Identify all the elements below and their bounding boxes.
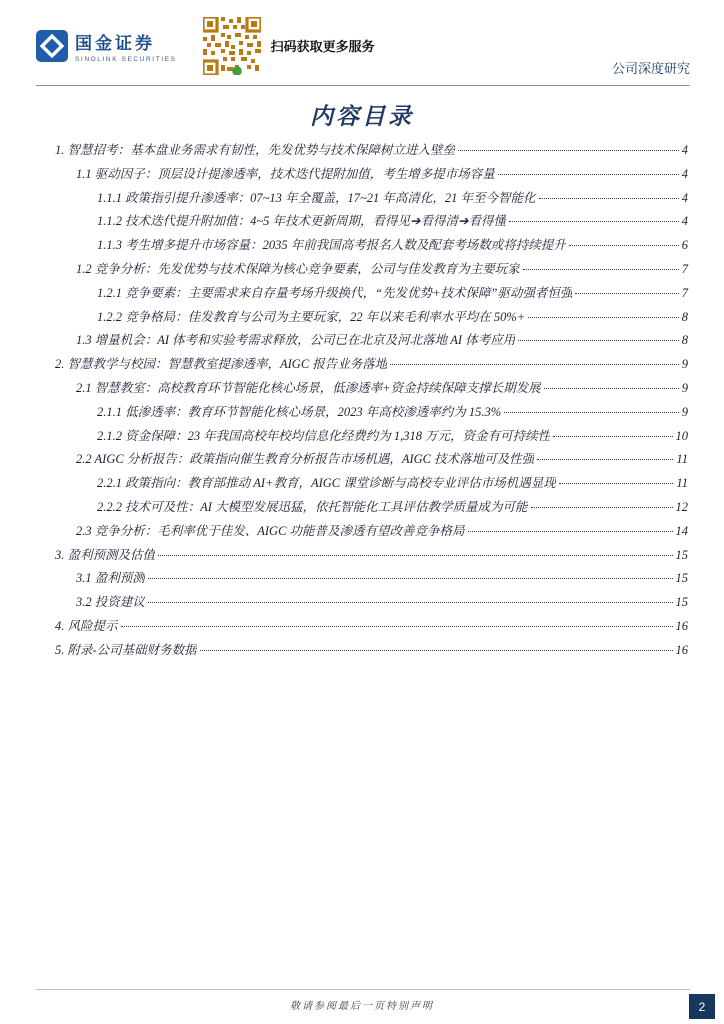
sinolink-logo (36, 29, 177, 63)
toc-entry[interactable] (55, 330, 688, 354)
toc-entry[interactable] (55, 497, 688, 521)
toc-leader-dots (559, 483, 674, 484)
toc-entry[interactable] (55, 188, 688, 212)
toc-entry[interactable] (55, 521, 688, 545)
toc-leader-dots (458, 150, 679, 151)
toc-leader-dots (537, 459, 673, 460)
toc-entry-page: 6 (681, 238, 688, 253)
toc-entry-text: 1.1.3 考生增多提升市场容量：2035 年前我国高考报名人数及配套考场数或将持续提升 (97, 238, 566, 253)
toc-entry-page: 4 (681, 166, 688, 181)
toc-leader-dots (148, 602, 673, 603)
toc-leader-dots (148, 578, 673, 579)
toc-entry[interactable] (55, 402, 688, 426)
toc-leader-dots (575, 293, 678, 294)
logo-text (75, 29, 177, 63)
toc-entry-text: 2.1 智慧教室：高校教育环节智能化核心场景，低渗透率+资金持续保障支撑长期发展 (76, 380, 541, 395)
toc-entry-page: 7 (681, 285, 688, 300)
toc-entry-page: 9 (681, 404, 688, 419)
toc-entry-page: 16 (675, 618, 688, 633)
toc-entry-text: 3. 盈利预测及估值 (55, 547, 156, 562)
toc-leader-dots (528, 317, 679, 318)
toc-entry[interactable] (55, 640, 688, 664)
sinolink-logo-icon (36, 30, 68, 62)
toc-entry-text: 1.2 竞争分析：先发优势与技术保障为核心竞争要素，公司与佳发教育为主要玩家 (76, 261, 520, 276)
toc-leader-dots (553, 436, 672, 437)
toc-entry[interactable] (55, 283, 688, 307)
toc-entry[interactable] (55, 449, 688, 473)
toc-entry[interactable] (55, 259, 688, 283)
toc-leader-dots (390, 364, 678, 365)
toc-leader-dots (468, 531, 673, 532)
toc-entry-page: 10 (675, 428, 688, 443)
toc-entry-page: 15 (675, 595, 688, 610)
toc-entry-page: 12 (675, 499, 688, 514)
toc-entry-text: 3.2 投资建议 (76, 595, 145, 610)
toc-entry-page: 16 (675, 642, 688, 657)
toc-leader-dots (504, 412, 679, 413)
toc-entry[interactable] (55, 235, 688, 259)
toc-leader-dots (569, 245, 679, 246)
footer-disclaimer: 敬请参阅最后一页特别声明 (290, 1001, 434, 1012)
page-number: 2 (689, 994, 715, 1019)
toc-entry[interactable] (55, 164, 688, 188)
toc-entry-page: 9 (681, 357, 688, 372)
toc-entry[interactable] (55, 616, 688, 640)
toc-leader-dots (121, 626, 673, 627)
toc-leader-dots (523, 269, 679, 270)
toc-entry-page: 9 (681, 380, 688, 395)
toc-entry[interactable] (55, 592, 688, 616)
toc-entry[interactable] (55, 140, 688, 164)
logo-company-name: 国金证券 (75, 33, 155, 53)
toc-entry[interactable] (55, 473, 688, 497)
toc-entry-text: 2.1.2 资金保障：23 年我国高校年校均信息化经费约为 1,318 万元，资金有可持续性 (97, 428, 551, 443)
toc-entry-text: 1. 智慧招考：基本盘业务需求有韧性，先发优势与技术保障树立进入壁垒 (55, 143, 456, 157)
toc-entry-text: 2.3 竞争分析：毛利率优于佳发、AIGC 功能普及渗透有望改善竞争格局 (76, 523, 465, 538)
toc-entry[interactable] (55, 211, 688, 235)
toc-entry-page: 4 (681, 190, 688, 205)
toc-entry-text: 1.3 增量机会：AI 体考和实验考需求释放，公司已在北京及河北落地 AI 体考应用 (76, 333, 516, 348)
toc-entry-page: 8 (681, 333, 688, 348)
toc-entry-page: 8 (681, 309, 688, 324)
toc-entry-page: 15 (675, 547, 688, 562)
toc-entry-text: 2.1.1 低渗透率：教育环节智能化核心场景，2023 年高校渗透率约为 15.3% (97, 404, 502, 419)
toc-leader-dots (509, 221, 679, 222)
toc-entry-page: 4 (681, 143, 688, 157)
toc-leader-dots (539, 198, 679, 199)
toc-entry-page: 11 (676, 452, 688, 467)
footer-divider (36, 989, 690, 990)
toc-entry-text: 2.2.2 技术可及性：AI 大模型发展迅猛，依托智能化工具评估教学质量成为可能 (97, 499, 528, 514)
logo-company-name-en: SINOLINK SECURITIES (75, 55, 177, 63)
qr-group (203, 17, 375, 75)
header-left (36, 11, 375, 75)
toc-leader-dots (531, 507, 673, 508)
toc-entry-page: 7 (681, 261, 688, 276)
toc-entry-text: 1.2.1 竞争要素：主要需求来自存量考场升级换代，“先发优势+技术保障”驱动强者恒强 (97, 285, 573, 300)
toc-leader-dots (544, 388, 679, 389)
toc-entry-text: 5. 附录-公司基础财务数据 (55, 642, 197, 657)
toc-entry-page: 14 (675, 523, 688, 538)
page-header (36, 0, 690, 86)
toc-entry-text: 1.1.2 技术迭代提升附加值：4~5 年技术更新周期，看得见➔看得清➔看得懂 (97, 214, 506, 229)
toc-entry-page: 15 (675, 571, 688, 586)
toc-entry[interactable] (55, 545, 688, 569)
toc-entry-text: 2.2.1 政策指向：教育部推动 AI+教育，AIGC 课堂诊断与高校专业评估市场机遇显现 (97, 476, 556, 491)
toc-list (55, 140, 688, 664)
toc-entry[interactable] (55, 378, 688, 402)
toc-entry-text: 2.2 AIGC 分析报告：政策指向催生教育分析报告市场机遇，AIGC 技术落地可及性强 (76, 452, 535, 467)
toc-entry-text: 3.1 盈利预测 (76, 571, 145, 586)
toc-title: 内容目录 (310, 104, 414, 129)
toc-entry[interactable] (55, 354, 688, 378)
toc-leader-dots (498, 174, 679, 175)
toc-leader-dots (518, 340, 679, 341)
toc-entry-page: 4 (681, 214, 688, 229)
toc-entry-text: 2. 智慧教学与校园：智慧教室提渗透率，AIGC 报告业务落地 (55, 357, 388, 372)
qr-code (203, 17, 261, 75)
toc-entry-text: 1.1 驱动因子：顶层设计提渗透率，技术迭代提附加值，考生增多提市场容量 (76, 166, 495, 181)
toc-leader-dots (158, 555, 672, 556)
toc-entry-text: 4. 风险提示 (55, 618, 118, 633)
toc-entry-page: 11 (676, 476, 688, 491)
toc-entry-text: 1.1.1 政策指引提升渗透率：07~13 年全覆盖，17~21 年高清化，21 年至今智能化 (97, 190, 536, 205)
toc-entry-text: 1.2.2 竞争格局：佳发教育与公司为主要玩家，22 年以来毛利率水平均在 50%+ (97, 309, 526, 324)
toc-entry[interactable] (55, 307, 688, 331)
toc-leader-dots (200, 650, 673, 651)
toc-entry[interactable] (55, 568, 688, 592)
toc-entry[interactable] (55, 426, 688, 450)
report-type-label: 公司深度研究 (611, 61, 690, 76)
qr-caption: 扫码获取更多服务 (270, 39, 375, 54)
